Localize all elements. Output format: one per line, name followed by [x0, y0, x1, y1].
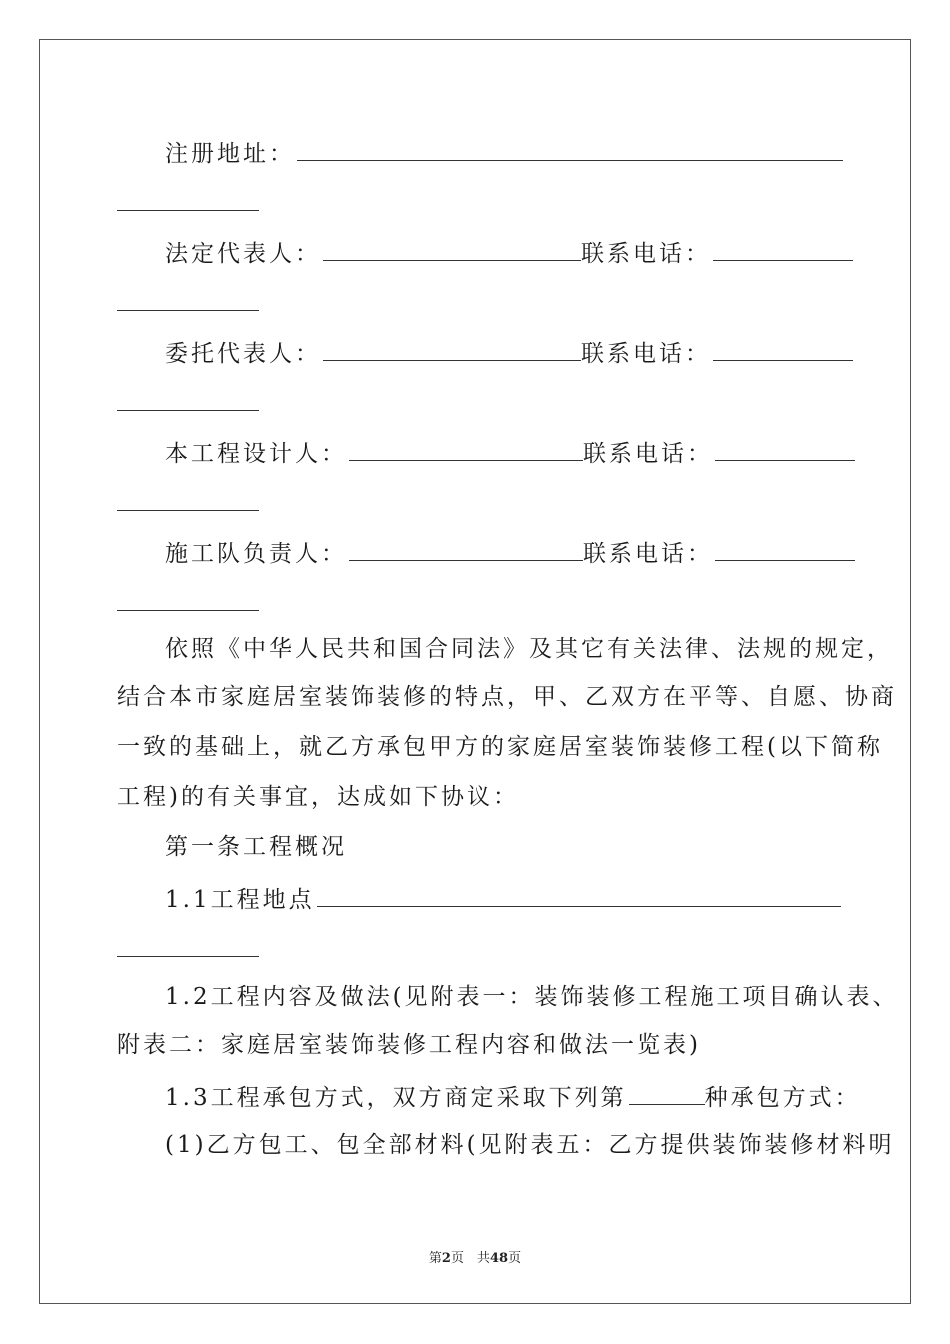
designer-row — [165, 436, 855, 469]
page-number: 2 — [441, 1251, 451, 1266]
item-1-3-row — [165, 1080, 861, 1113]
foreman-blank — [349, 536, 583, 561]
phone-blank — [715, 436, 855, 461]
phone-blank-continued — [117, 309, 259, 311]
page-prefix: 第 — [428, 1251, 442, 1266]
designer-label: 本工程设计人： — [165, 441, 347, 467]
entrusted-rep-row — [165, 336, 853, 369]
foreman-row — [165, 536, 855, 569]
legal-rep-row — [165, 236, 853, 269]
address-blank-continued — [117, 209, 259, 211]
phone-blank-continued — [117, 609, 259, 611]
legal-rep-blank — [323, 236, 581, 261]
phone-blank-continued — [117, 409, 259, 411]
method-number-blank — [629, 1080, 705, 1105]
item-1-1-label: 1.1工程地点 — [165, 887, 315, 913]
phone-blank — [713, 336, 853, 361]
item-1-3-option-1: (1)乙方包工、包全部材料(见附表五：乙方提供装饰装修材料明 — [165, 1132, 895, 1158]
phone-label: 联系电话： — [581, 241, 711, 267]
preamble-line-4: 工程)的有关事宜，达成如下协议： — [117, 784, 519, 810]
designer-blank — [349, 436, 583, 461]
location-blank — [317, 882, 841, 907]
phone-blank — [715, 536, 855, 561]
page-suffix: 页 — [508, 1251, 522, 1266]
entrusted-rep-blank — [323, 336, 581, 361]
address-row — [165, 136, 843, 169]
page-mid: 页 共 — [450, 1251, 490, 1266]
phone-blank-continued — [117, 509, 259, 511]
preamble-line-2: 结合本市家庭居室装饰装修的特点，甲、乙双方在平等、自愿、协商 — [117, 684, 897, 710]
phone-blank — [713, 236, 853, 261]
preamble-line-1: 依照《中华人民共和国合同法》及其它有关法律、法规的规定， — [165, 636, 893, 662]
entrusted-rep-label: 委托代表人： — [165, 341, 321, 367]
page-footer — [0, 1247, 950, 1266]
item-1-2-line-1: 1.2工程内容及做法(见附表一：装饰装修工程施工项目确认表、 — [165, 984, 899, 1010]
preamble-line-3: 一致的基础上，就乙方承包甲方的家庭居室装饰装修工程(以下简称 — [117, 734, 883, 760]
item-1-3-prefix: 1.3工程承包方式，双方商定采取下列第 — [165, 1085, 627, 1111]
phone-label: 联系电话： — [581, 341, 711, 367]
article-1-title: 第一条工程概况 — [165, 834, 347, 860]
item-1-2-line-2: 附表二：家庭居室装饰装修工程内容和做法一览表) — [117, 1032, 701, 1058]
foreman-label: 施工队负责人： — [165, 541, 347, 567]
phone-label: 联系电话： — [583, 441, 713, 467]
page-frame — [39, 39, 911, 1304]
item-1-1-row — [165, 882, 841, 915]
address-label: 注册地址： — [165, 141, 295, 167]
location-blank-continued — [117, 955, 259, 957]
address-blank — [297, 136, 843, 161]
page-total: 48 — [489, 1251, 509, 1266]
item-1-3-suffix: 种承包方式： — [704, 1085, 861, 1111]
phone-label: 联系电话： — [583, 541, 713, 567]
legal-rep-label: 法定代表人： — [165, 241, 321, 267]
